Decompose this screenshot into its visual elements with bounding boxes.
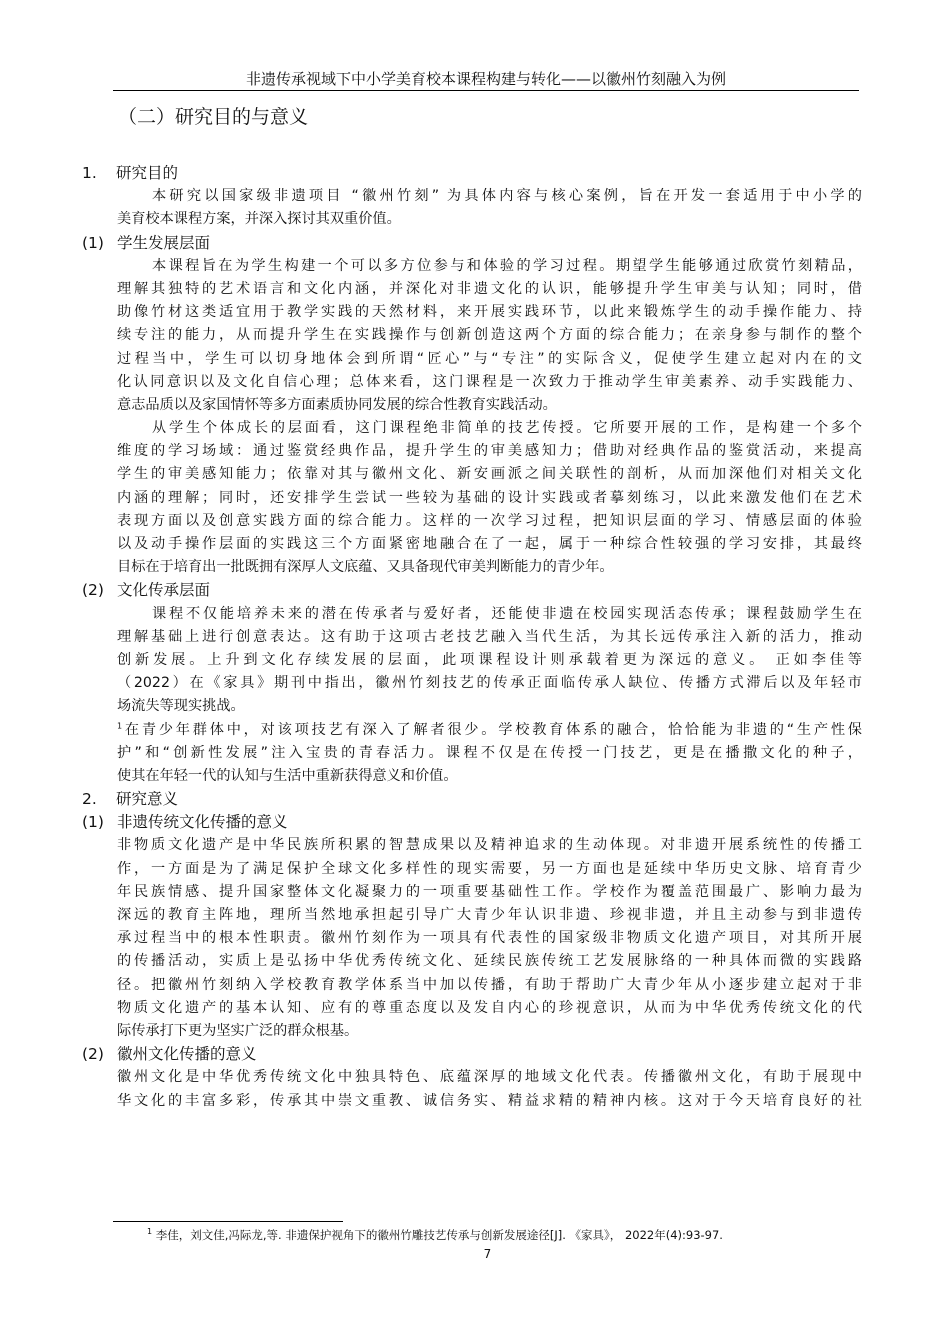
paragraph-line: 美育校本课程方案，并深入探讨其双重价值。 <box>117 211 401 228</box>
paragraph-line: 本研究以国家级非遗项目 “徽州竹刻” 为具体内容与核心案例，旨在开发一套适用于中小学的 <box>152 188 862 205</box>
paragraph-line: 以及动手操作层面的实践这三个方面紧密地融合在了一起，属于一种综合性较强的学习安排，其最终 <box>117 536 862 552</box>
paragraph-line: 非物质文化遗产是中华民族所积累的智慧成果以及精神追求的生动体现。对非遗开展系统性的传播工 <box>117 837 862 854</box>
subheading-huizhou-culture <box>82 1043 862 1066</box>
subheading-cultural-inheritance <box>82 579 862 602</box>
heading-number: 2. <box>82 790 97 809</box>
heading-title: 研究意义 <box>116 790 179 809</box>
paragraph-line: 目标在于培育出一批既拥有深厚人文底蕴、又具备现代审美判断能力的青少年。 <box>117 559 614 576</box>
paragraph-line: 维度的学习场域：通过鉴赏经典作品，提升学生的审美感知力；借助对经典作品的鉴赏活动，来提高 <box>117 443 862 460</box>
subheading-title: 非遗传统文化传播的意义 <box>117 813 288 832</box>
paragraph-line: （2022）在《家具》期刊中指出，徽州竹刻技艺的传承正面临传承人缺位、传播方式滞后以及年轻市 <box>117 675 862 692</box>
paragraph-line: 表现方面以及创意实践方面的综合能力。这样的一次学习过程，把知识层面的学习、情感层面的体验 <box>117 512 862 529</box>
heading-research-purpose <box>82 162 862 185</box>
paragraph-line: 创新发展。上升到文化存续发展的层面，此项课程设计则承载着更为深远的意义。 正如李佳等 <box>117 651 862 668</box>
paragraph-line: 理解基础上进行创意表达。这有助于这项古老技艺融入当代生活，为其长远传承注入新的活力，推动 <box>117 628 862 645</box>
running-header: 非遗传承视域下中小学美育校本课程构建与转化——以徽州竹刻融入为例 <box>245 70 726 88</box>
paragraph-line <box>82 719 862 742</box>
subheading-title: 文化传承层面 <box>117 581 211 600</box>
body-content <box>82 162 862 1113</box>
paragraph-line: 内涵的理解；同时，还安排学生尝试一些较为基础的设计实践或者摹刻练习，以此来激发他们在艺术 <box>117 489 862 506</box>
paragraph-line: 深远的教育主阵地，理所当然地承担起引导广大青少年认识非遗、珍视非遗，并且主动参与到非遗传 <box>117 907 862 923</box>
footnote <box>147 1226 859 1244</box>
heading-number: 1. <box>82 164 97 182</box>
subheading-number: (1) <box>82 233 104 252</box>
paragraph-line: 过程当中，学生可以切身地体会到所谓“匠心”与“专注”的实际含义，促使学生建立起对内在的文 <box>117 350 862 367</box>
footnote-reference[interactable]: 1 <box>117 720 123 730</box>
heading-research-significance <box>82 788 862 811</box>
subheading-student-development <box>82 232 862 255</box>
subheading-title: 学生发展层面 <box>117 233 211 252</box>
heading-title: 研究目的 <box>116 164 179 182</box>
paragraph-text: 在青少年群体中，对该项技艺有深入了解者很少。学校教育体系的融合，恰恰能为非遗的“生产性保 <box>122 721 862 738</box>
page-number: 7 <box>483 1247 492 1261</box>
paragraph-line: 学生的审美感知能力；依靠对其与徽州文化、新安画派之间关联性的剖析，从而加深他们对相关文化 <box>117 466 862 483</box>
paragraph-line: 年民族情感、提升国家整体文化凝聚力的一项重要基础性工作。学校作为覆盖范围最广、影响力最为 <box>117 883 862 900</box>
paragraph-line: 的传播活动，实质上是弘扬中华优秀传统文化、延续民族传统工艺发展脉络的一种具体而微的实践路 <box>117 953 862 970</box>
paragraph-line: 课程不仅能培养未来的潜在传承者与爱好者，还能使非遗在校园实现活态传承；课程鼓励学生在 <box>152 605 862 622</box>
header-rule <box>113 90 859 91</box>
paragraph-line: 意志品质以及家国情怀等多方面素质协同发展的综合性教育实践活动。 <box>117 396 557 413</box>
paragraph-line: 际传承打下更为坚实广泛的群众根基。 <box>117 1022 359 1039</box>
subheading-number: (2) <box>82 581 104 600</box>
paragraph-line: 华文化的丰富多彩，传承其中崇文重教、诚信务实、精益求精的精神内核。这对于今天培育良好的社 <box>117 1092 862 1109</box>
paragraph-line: 径。把徽州竹刻纳入学校教育教学体系当中加以传播，有助于帮助广大青少年从小逐步建立起对于非 <box>117 976 862 993</box>
paragraph-line: 场流失等现实挑战。 <box>117 698 245 715</box>
paragraph-line: 作，一方面是为了满足保护全球文化多样性的现实需要，另一方面也是延续中华历史文脉、培育青少 <box>117 860 862 877</box>
paragraph-line: 助像竹材这类适宜用于教学实践的天然材料，来开展实践环节，以此来锻炼学生的动手操作能力、持 <box>117 304 862 321</box>
paragraph-line: 物质文化遗产的基本认知、应有的尊重态度以及发自内心的珍视意识，从而为中华优秀传统文化的代 <box>117 999 862 1016</box>
paragraph-line: 徽州文化是中华优秀传统文化中独具特色、底蕴深厚的地域文化代表。传播徽州文化，有助于展现中 <box>117 1069 862 1086</box>
paragraph-line: 续专注的能力，从而提升学生在实践操作与创新创造这两个方面的综合能力；在亲身参与制作的整个 <box>117 327 862 344</box>
paragraph-line: 护”和“创新性发展”注入宝贵的青春活力。课程不仅是在传授一门技艺，更是在播撒文化的种子， <box>117 744 862 761</box>
subheading-title: 徽州文化传播的意义 <box>117 1045 257 1064</box>
paragraph-line: 使其在年轻一代的认知与生活中重新获得意义和价值。 <box>117 767 458 784</box>
footnote-rule <box>113 1221 343 1222</box>
footnote-text: 李佳，刘文佳,冯际龙,等. 非遗保护视角下的徽州竹雕技艺传承与创新发展途径[J]. 《家具》， 2022年(4):93-97. <box>152 1228 723 1242</box>
footnote-marker: 1 <box>147 1227 153 1237</box>
subheading-number: (2) <box>82 1045 104 1064</box>
subheading-heritage-dissemination <box>82 811 862 834</box>
paragraph-line: 化认同意识以及文化自信心理；总体来看，这门课程是一次致力于推动学生审美素养、动手实践能力、 <box>117 373 862 390</box>
paragraph-line: 从学生个体成长的层面看，这门课程绝非简单的技艺传授。它所要开展的工作，是构建一个多个 <box>152 420 862 437</box>
paragraph-line: 承过程当中的根本性职责。徽州竹刻作为一项具有代表性的国家级非物质文化遗产项目，对其所开展 <box>117 930 862 947</box>
paragraph-line: 本课程旨在为学生构建一个可以多方位参与和体验的学习过程。期望学生能够通过欣赏竹刻精品， <box>152 257 862 274</box>
paragraph-line: 理解其独特的艺术语言和文化内涵，并深化对非遗文化的认识，能够提升学生审美与认知；同时，借 <box>117 280 862 297</box>
subheading-number: (1) <box>82 813 104 832</box>
section-title: （二）研究目的与意义 <box>118 106 309 128</box>
